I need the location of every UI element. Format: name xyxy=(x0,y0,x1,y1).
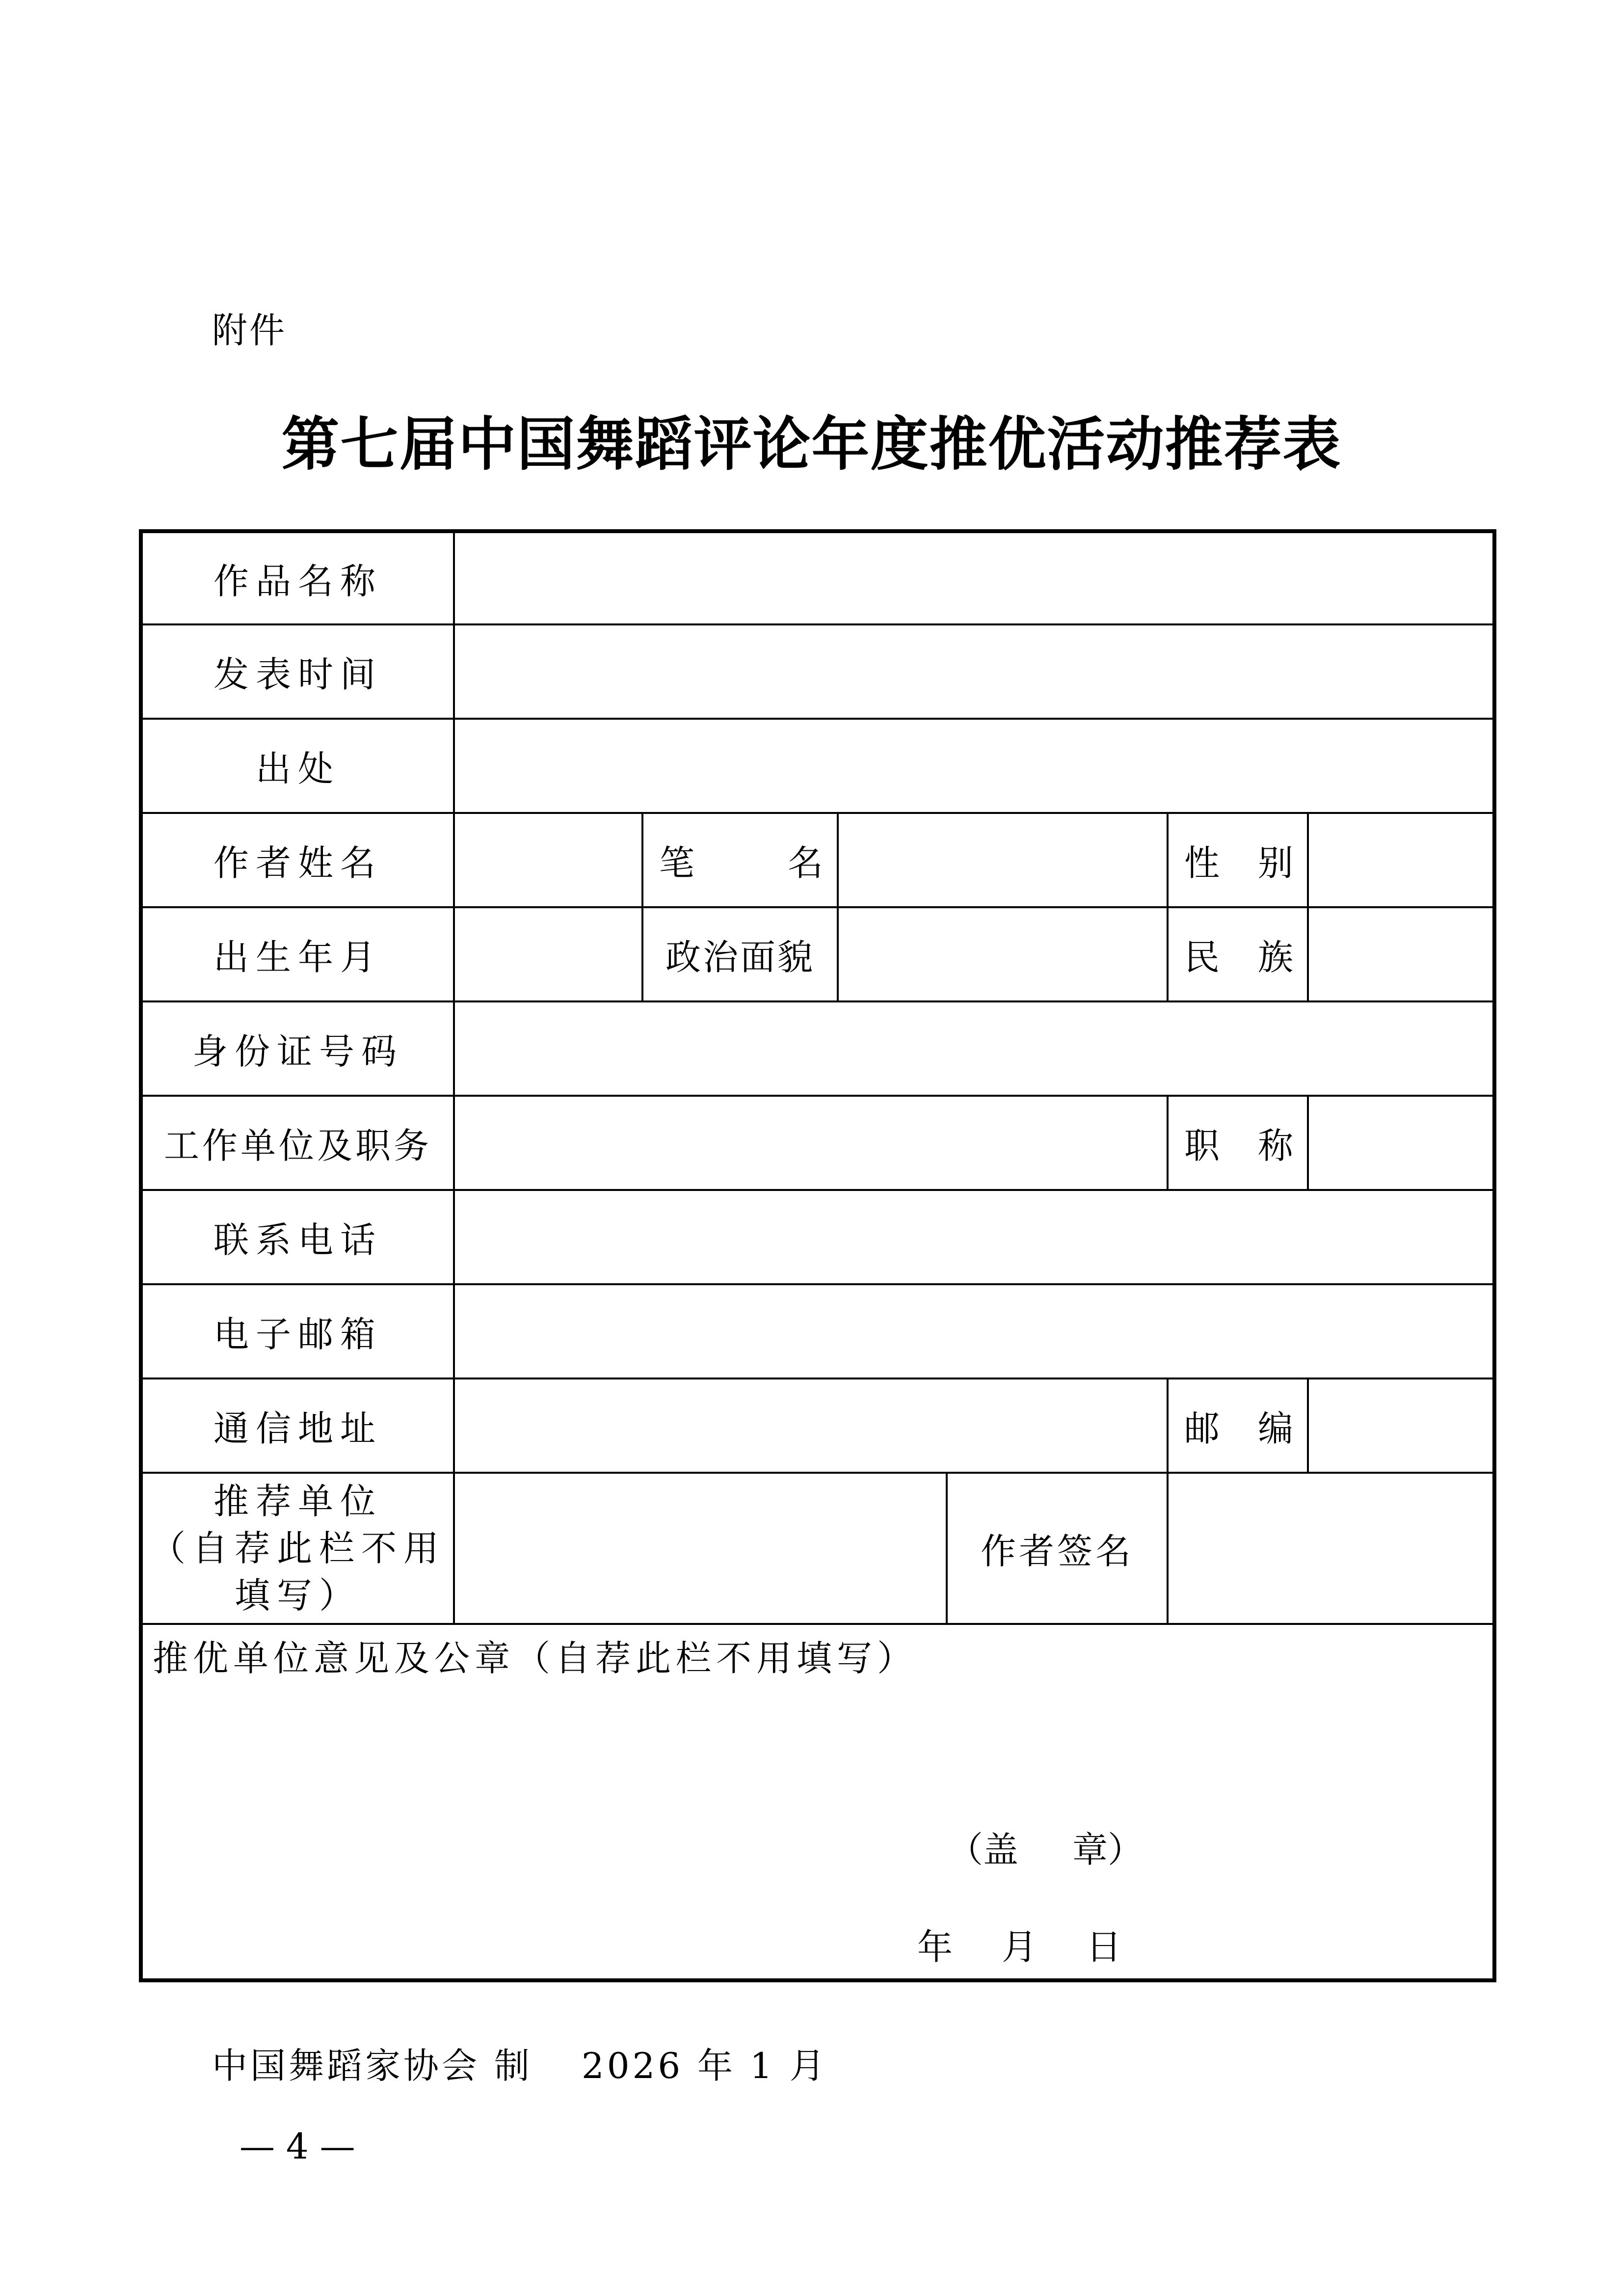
ethnicity-label: 民 族 xyxy=(1167,906,1309,1002)
attachment-label: 附件 xyxy=(212,310,287,351)
recommending-unit-label: 推荐单位 （自荐此栏不用 填写） xyxy=(141,1472,455,1625)
page-number: — 4 — xyxy=(239,2126,355,2167)
opinion-section[interactable] xyxy=(141,1623,1494,1980)
recommendation-form-table xyxy=(139,529,1496,1982)
seal-placeholder: （盖 章） xyxy=(948,1829,1144,1870)
birth-date-field[interactable] xyxy=(453,906,643,1002)
recommending-unit-field[interactable] xyxy=(453,1472,948,1625)
footer-maker: 中国舞蹈家协会 制 2026 年 1 月 xyxy=(212,2045,828,2086)
author-name-label: 作者姓名 xyxy=(141,812,455,908)
pen-name-field[interactable] xyxy=(837,812,1169,908)
pen-name-label: 笔 名 xyxy=(641,812,839,908)
email-field[interactable] xyxy=(453,1283,1494,1379)
source-label: 出处 xyxy=(141,718,455,814)
issue-date: 2026 年 1 月 xyxy=(581,2045,828,2086)
phone-label: 联系电话 xyxy=(141,1189,455,1285)
employer-position-label: 工作单位及职务 xyxy=(141,1095,455,1191)
phone-field[interactable] xyxy=(453,1189,1494,1285)
form-title: 第七届中国舞蹈评论年度推优活动推荐表 xyxy=(281,410,1342,478)
ethnicity-field[interactable] xyxy=(1307,906,1494,1002)
publish-time-field[interactable] xyxy=(453,623,1494,720)
employer-position-field[interactable] xyxy=(453,1095,1169,1191)
id-number-field[interactable] xyxy=(453,1000,1494,1097)
birth-date-label: 出生年月 xyxy=(141,906,455,1002)
work-title-field[interactable] xyxy=(453,531,1494,625)
postcode-field[interactable] xyxy=(1307,1378,1494,1474)
date-line: 年 月 日 xyxy=(917,1926,1122,1968)
political-status-field[interactable] xyxy=(837,906,1169,1002)
professional-title-field[interactable] xyxy=(1307,1095,1494,1191)
gender-field[interactable] xyxy=(1307,812,1494,908)
source-field[interactable] xyxy=(453,718,1494,814)
postcode-label: 邮 编 xyxy=(1167,1378,1309,1474)
author-signature-label: 作者签名 xyxy=(946,1472,1169,1625)
author-name-field[interactable] xyxy=(453,812,643,908)
address-field[interactable] xyxy=(453,1378,1169,1474)
gender-label: 性 别 xyxy=(1167,812,1309,908)
professional-title-label: 职 称 xyxy=(1167,1095,1309,1191)
address-label: 通信地址 xyxy=(141,1378,455,1474)
political-status-label: 政治面貌 xyxy=(641,906,839,1002)
id-number-label: 身份证号码 xyxy=(141,1000,455,1097)
work-title-label: 作品名称 xyxy=(141,531,455,625)
email-label: 电子邮箱 xyxy=(141,1283,455,1379)
publish-time-label: 发表时间 xyxy=(141,623,455,720)
author-signature-field[interactable] xyxy=(1167,1472,1494,1625)
opinion-label: 推优单位意见及公章（自荐此栏不用填写） xyxy=(153,1638,918,1679)
